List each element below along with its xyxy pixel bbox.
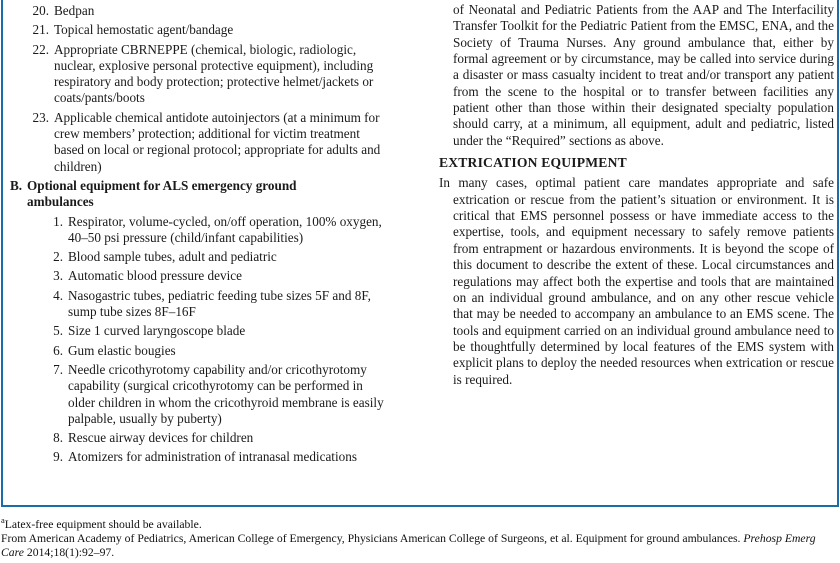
list-item-text: Respirator, volume-cycled, on/off operation, 100% oxygen, 40–50 psi pressure (child/infant capabilities) (68, 213, 382, 245)
list-item-number: 22. (32, 41, 49, 57)
footnote-marker: a (1, 515, 5, 526)
equipment-table-box (1, 0, 839, 507)
optional-equipment-list (9, 214, 393, 466)
section-letter: B. (10, 177, 23, 193)
right-column (395, 0, 837, 505)
section-title: Optional equipment for ALS emergency ground ambulances (27, 177, 297, 210)
list-item (9, 343, 393, 359)
extrication-equipment-heading: EXTRICATION EQUIPMENT (439, 155, 627, 171)
list-item-number: 20. (32, 3, 49, 18)
continuation-paragraph: of Neonatal and Pediatric Patients from the AAP and The Interfacility Transfer Toolkit for the Pediatric Patient from the EMSC, ENA, and the Society of Trauma Nurses. Any ground ambulance that, either by formal agreement or by circumstance, may be called into service during a disaster or mass casualty incident to treat and/or transport any patient from the scene to the hospital or to transfer between facilities any patient other than those within their designated specialty population should carry, at a minimum, all equipment, adult and pediatric, listed under the “Required” sections as above. (453, 2, 834, 148)
list-item-text: Bedpan (54, 3, 95, 18)
list-item-number: 4. (53, 287, 63, 303)
latex-free-footnote (1, 515, 836, 532)
list-item (9, 110, 393, 175)
section-b-heading (9, 178, 393, 211)
source-citation (1, 532, 836, 560)
list-item-number: 9. (53, 449, 63, 465)
list-item (9, 3, 393, 19)
list-item-text: Blood sample tubes, adult and pediatric (68, 249, 277, 265)
citation-suffix: 2014;18(1):92–97. (23, 546, 115, 560)
list-item-number: 2. (53, 249, 63, 265)
extrication-paragraph: In many cases, optimal patient care mandates appropriate and safe extrication or rescue from the patient’s situation or environment. It is critical that EMS personnel possess or have immediate access to the expertise, tools, and equipment necessary to safely remove patients from entrapment or hazardous environments. It is beyond the scope of this document to describe the extent of these. Local circumstances and regulations may affect both the expertise and tools that are maintained on an individual ground ambulance, and on any other rescue vehicle that may be needed to accompany an ambulance to an EMS scene. The tools and equipment carried on an individual ground ambulance need to be thoughtfully determined by local features of the EMS system with explicit plans to deploy the needed resources when extrication or rescue is required. (439, 175, 834, 387)
list-item-text: Applicable chemical antidote autoinjectors (at a minimum for crew members’ protection; additional for victim treatment based on local or regional protocol; appropriate for adults and children) (54, 109, 381, 174)
list-item (9, 249, 393, 265)
journal-name: Prehosp Emerg Care (1, 532, 816, 560)
list-item-number: 21. (32, 22, 49, 38)
list-item (9, 42, 393, 107)
list-item-number: 5. (53, 323, 63, 339)
footnote-text: Latex-free equipment should be available. (4, 518, 202, 531)
list-item-number: 6. (53, 342, 63, 358)
list-item-text: Gum elastic bougies (68, 342, 176, 358)
list-item (9, 214, 393, 247)
list-item-text: Atomizers for administration of intranasal medications (68, 449, 357, 465)
list-item-number: 8. (53, 430, 63, 446)
list-item-text: Rescue airway devices for children (68, 430, 254, 446)
list-item-text: Automatic blood pressure device (68, 268, 242, 284)
list-item (9, 323, 393, 339)
required-equipment-list (9, 3, 393, 175)
list-item-number: 7. (53, 361, 63, 377)
list-item (9, 288, 393, 321)
footnotes-area (0, 515, 840, 561)
list-item (9, 430, 393, 446)
list-item (9, 268, 393, 284)
list-item-number: 1. (53, 213, 63, 229)
list-item-text: Size 1 curved laryngoscope blade (68, 323, 246, 339)
list-item (9, 449, 393, 465)
citation-text: From American Academy of Pediatrics, American College of Emergency, Physicians American College of Surgeons, et al. Equipment for ground ambulances. (1, 532, 744, 546)
list-item-text: Needle cricothyrotomy capability and/or cricothyrotomy capability (surgical cricothyrotomy can be performed in older children in whom the cricothyroid membrane is easily palpable, usually by puberty) (68, 361, 384, 426)
list-item-number: 23. (32, 109, 49, 125)
list-item-text: Nasogastric tubes, pediatric feeding tube sizes 5F and 8F, sump tube sizes 8F–16F (68, 287, 371, 320)
list-item-number: 3. (53, 268, 63, 284)
list-item-text: Appropriate CBRNEPPE (chemical, biologic, radiologic, nuclear, explosive personal protective equipment), including respiratory and body protection; protective helmet/jackets or coats/pants/boots (54, 41, 374, 106)
list-item-text: Topical hemostatic agent/bandage (54, 22, 234, 38)
list-item (9, 362, 393, 427)
left-column (3, 0, 395, 505)
list-item (9, 22, 393, 38)
